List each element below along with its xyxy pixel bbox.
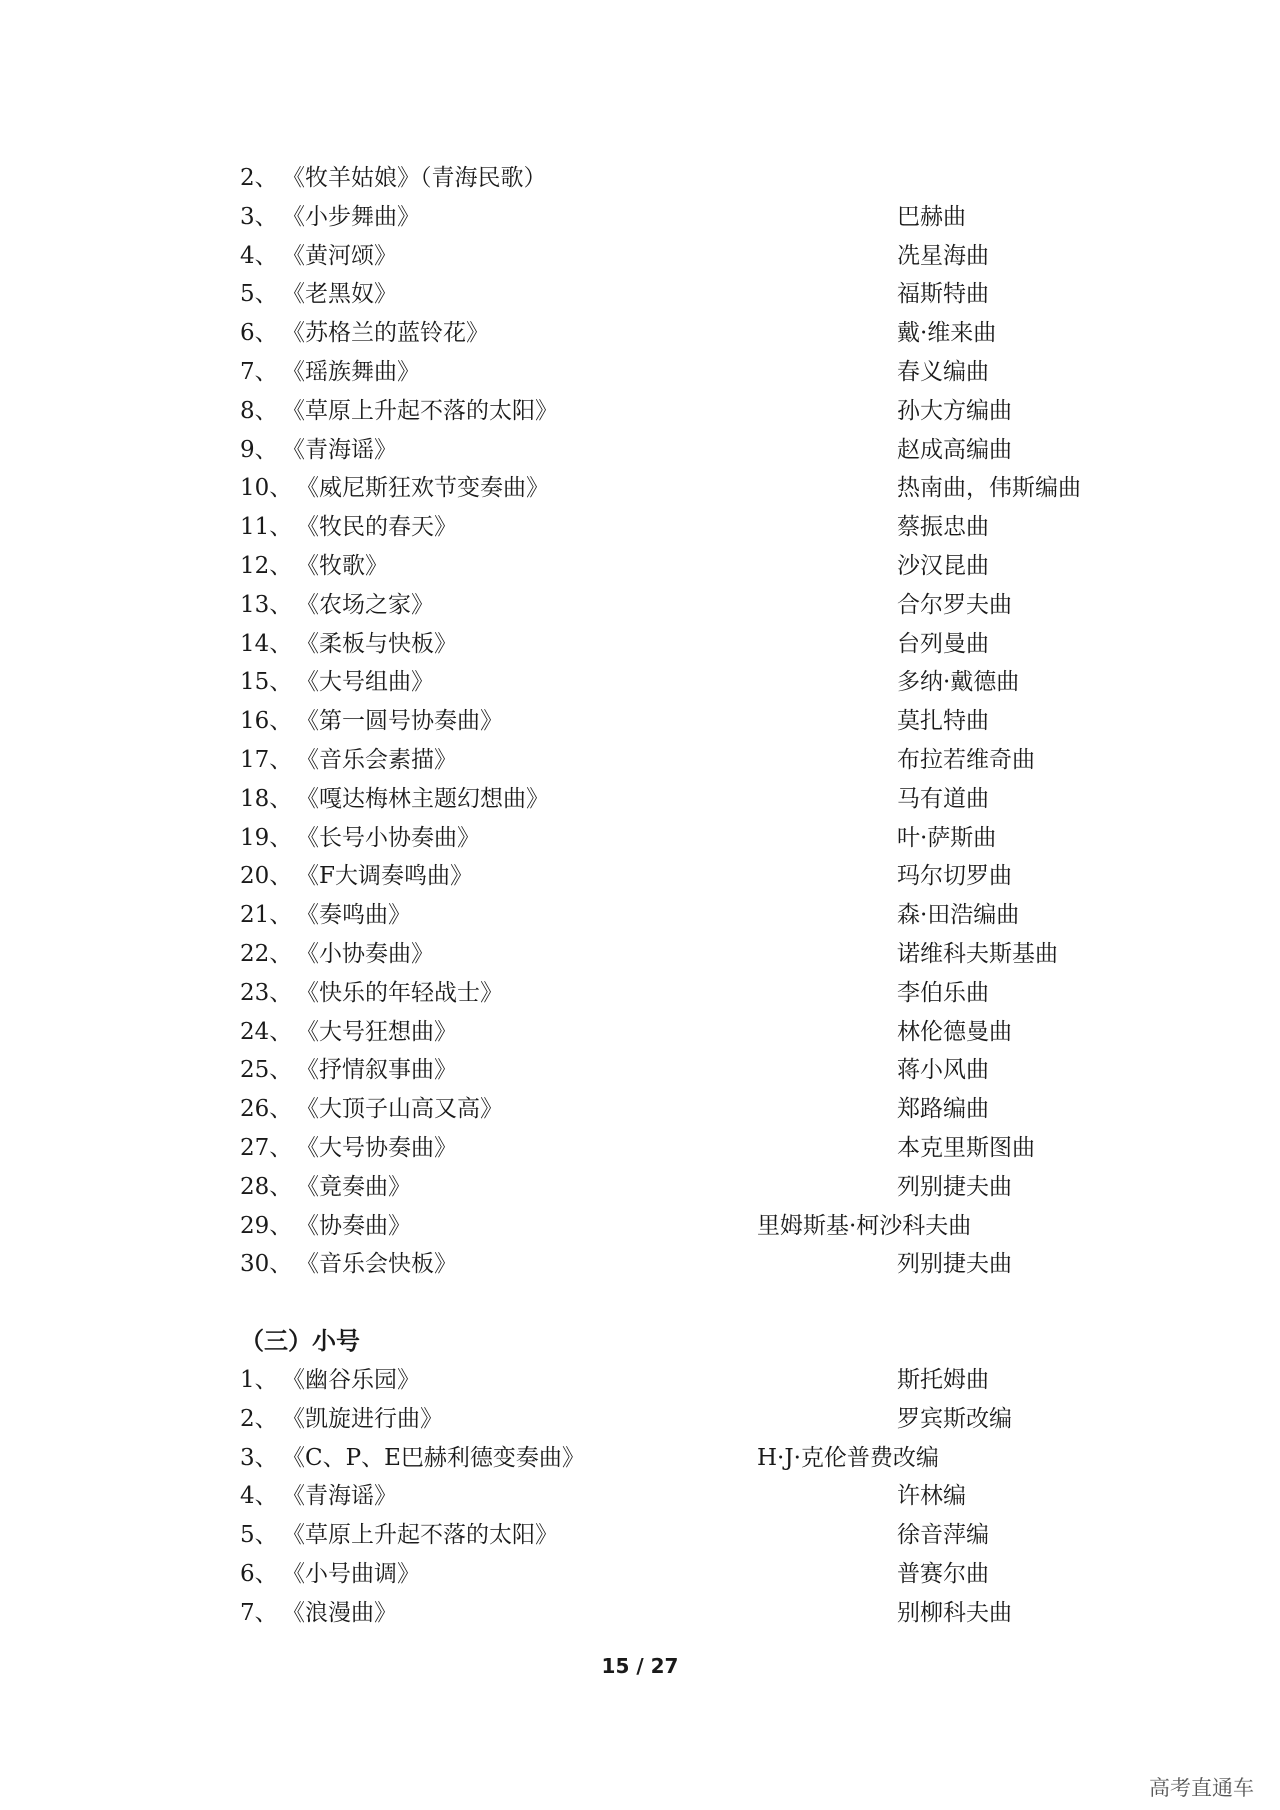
list-item [0,702,1280,741]
piece-composer: 斯托姆曲 [897,1367,989,1393]
list-item [0,314,1280,353]
item-number: 17、 [240,746,293,773]
piece-title: 《牧民的春天》 [296,514,457,541]
list-item [0,1013,1280,1052]
piece-composer: 森·田浩编曲 [897,902,1020,929]
item-number: 25、 [240,1057,293,1084]
piece-composer: 别柳科夫曲 [897,1599,1012,1626]
piece-title: 《老黑奴》 [282,281,397,308]
piece-composer: 孙大方编曲 [897,397,1012,424]
piece-title: 《音乐会快板》 [296,1251,457,1278]
item-number: 13、 [240,591,293,618]
list-item [0,1245,1280,1284]
item-number: 19、 [240,824,293,851]
watermark-text: 高考直通车 [1149,1776,1254,1800]
item-number: 24、 [240,1018,293,1045]
piece-title: 《黄河颂》 [282,242,397,269]
piece-composer: 李伯乐曲 [897,979,989,1006]
piece-title: 《牧羊姑娘》（青海民歌） [282,165,547,191]
piece-title: 《幽谷乐园》 [282,1367,420,1393]
list-item [0,431,1280,470]
item-number: 5、 [240,281,278,308]
list-item [0,469,1280,508]
repertoire-list-continued [0,159,1280,1284]
piece-title: 《农场之家》 [296,591,434,618]
item-number: 10、 [240,475,293,502]
item-number: 8、 [240,397,278,424]
list-item [0,275,1280,314]
piece-composer: 诺维科夫斯基曲 [897,940,1058,967]
piece-composer: H·J·克伦普费改编 [757,1444,939,1471]
list-item [0,237,1280,276]
list-item [0,198,1280,237]
list-item [0,1400,1280,1439]
piece-composer: 福斯特曲 [897,281,989,308]
piece-composer: 徐音萍编 [897,1522,989,1549]
piece-composer: 普赛尔曲 [897,1560,989,1587]
piece-title: 《草原上升起不落的太阳》 [282,1522,558,1549]
piece-composer: 叶·萨斯曲 [897,824,997,851]
item-number: 21、 [240,902,293,929]
item-number: 3、 [240,203,278,230]
piece-title: 《第一圆号协奏曲》 [296,708,503,735]
piece-composer: 合尔罗夫曲 [897,591,1012,618]
piece-title: 《青海谣》 [282,1483,397,1510]
list-item [0,508,1280,547]
item-number: 14、 [240,630,293,657]
piece-composer: 巴赫曲 [897,203,966,230]
item-number: 7、 [240,358,278,385]
list-item [0,1516,1280,1555]
list-item [0,1361,1280,1400]
list-item [0,935,1280,974]
piece-composer: 台列曼曲 [897,630,989,657]
item-number: 18、 [240,785,293,812]
piece-title: 《小协奏曲》 [296,940,434,967]
item-number: 28、 [240,1173,293,1200]
item-number: 16、 [240,708,293,735]
list-item [0,1168,1280,1207]
item-number: 4、 [240,242,278,269]
list-item [0,974,1280,1013]
piece-composer: 布拉若维奇曲 [897,746,1035,773]
item-number: 26、 [240,1096,293,1123]
item-number: 6、 [240,1560,278,1587]
piece-composer: 蒋小风曲 [897,1057,989,1084]
list-item [0,1051,1280,1090]
item-number: 7、 [240,1599,278,1626]
item-number: 15、 [240,669,293,696]
page-total: 27 [650,1654,679,1678]
piece-title: 《抒情叙事曲》 [296,1057,457,1084]
piece-composer: 列别捷夫曲 [897,1251,1012,1278]
item-number: 30、 [240,1251,293,1278]
list-item [0,1207,1280,1246]
piece-composer: 里姆斯基·柯沙科夫曲 [757,1212,972,1239]
list-item [0,780,1280,819]
piece-title: 《C、P、E巴赫利德变奏曲》 [282,1444,585,1471]
item-number: 20、 [240,863,293,890]
item-number: 12、 [240,552,293,579]
item-number: 9、 [240,436,278,463]
piece-title: 《小号曲调》 [282,1560,420,1587]
piece-title: 《快乐的年轻战士》 [296,979,503,1006]
list-item [0,1477,1280,1516]
piece-composer: 许林编 [897,1483,966,1510]
list-item [0,392,1280,431]
list-item [0,625,1280,664]
list-item [0,857,1280,896]
piece-title: 《嘎达梅林主题幻想曲》 [296,785,549,812]
piece-composer: 沙汉昆曲 [897,552,989,579]
piece-title: 《苏格兰的蓝铃花》 [282,320,489,347]
piece-composer: 罗宾斯改编 [897,1405,1012,1432]
item-number: 4、 [240,1483,278,1510]
item-number: 22、 [240,940,293,967]
list-item [0,1555,1280,1594]
piece-title: 《大号协奏曲》 [296,1134,457,1161]
list-item [0,586,1280,625]
item-number: 11、 [240,514,293,541]
piece-title: 《协奏曲》 [296,1212,411,1239]
piece-title: 《奏鸣曲》 [296,902,411,929]
list-item [0,547,1280,586]
list-item [0,663,1280,702]
piece-composer: 蔡振忠曲 [897,514,989,541]
page-separator: / [636,1654,644,1678]
list-item [0,1439,1280,1478]
item-number: 2、 [240,165,278,191]
piece-composer: 热南曲，伟斯编曲 [897,475,1081,502]
piece-title: 《瑶族舞曲》 [282,358,420,385]
page-number [0,1654,1280,1678]
item-number: 6、 [240,320,278,347]
piece-title: 《竟奏曲》 [296,1173,411,1200]
piece-title: 《F大调奏鸣曲》 [296,863,473,890]
piece-composer: 本克里斯图曲 [897,1134,1035,1161]
piece-composer: 多纳·戴德曲 [897,669,1020,696]
list-item [0,159,1280,198]
section-heading-trumpet: （三）小号 [240,1327,360,1355]
piece-composer: 列别捷夫曲 [897,1173,1012,1200]
piece-composer: 林伦德曼曲 [897,1018,1012,1045]
piece-title: 《大号组曲》 [296,669,434,696]
list-item [0,896,1280,935]
piece-title: 《草原上升起不落的太阳》 [282,397,558,424]
piece-title: 《威尼斯狂欢节变奏曲》 [296,475,549,502]
piece-composer: 冼星海曲 [897,242,989,269]
piece-composer: 春义编曲 [897,358,989,385]
list-item [0,1594,1280,1633]
list-item [0,819,1280,858]
piece-title: 《牧歌》 [296,552,388,579]
piece-title: 《青海谣》 [282,436,397,463]
piece-title: 《音乐会素描》 [296,746,457,773]
list-item [0,353,1280,392]
item-number: 5、 [240,1522,278,1549]
piece-composer: 莫扎特曲 [897,708,989,735]
piece-title: 《柔板与快板》 [296,630,457,657]
piece-title: 《大号狂想曲》 [296,1018,457,1045]
page-current: 15 [601,1654,630,1678]
piece-title: 《浪漫曲》 [282,1599,397,1626]
item-number: 27、 [240,1134,293,1161]
piece-title: 《小步舞曲》 [282,203,420,230]
item-number: 23、 [240,979,293,1006]
repertoire-list-trumpet [0,1361,1280,1633]
piece-title: 《大顶子山高又高》 [296,1096,503,1123]
piece-composer: 马有道曲 [897,785,989,812]
item-number: 1、 [240,1367,278,1393]
list-item [0,741,1280,780]
item-number: 3、 [240,1444,278,1471]
item-number: 2、 [240,1405,278,1432]
item-number: 29、 [240,1212,293,1239]
list-item [0,1129,1280,1168]
piece-composer: 赵成高编曲 [897,436,1012,463]
piece-composer: 戴·维来曲 [897,320,997,347]
piece-composer: 郑路编曲 [897,1096,989,1123]
piece-title: 《长号小协奏曲》 [296,824,480,851]
list-item [0,1090,1280,1129]
piece-title: 《凯旋进行曲》 [282,1405,443,1432]
piece-composer: 玛尔切罗曲 [897,863,1012,890]
